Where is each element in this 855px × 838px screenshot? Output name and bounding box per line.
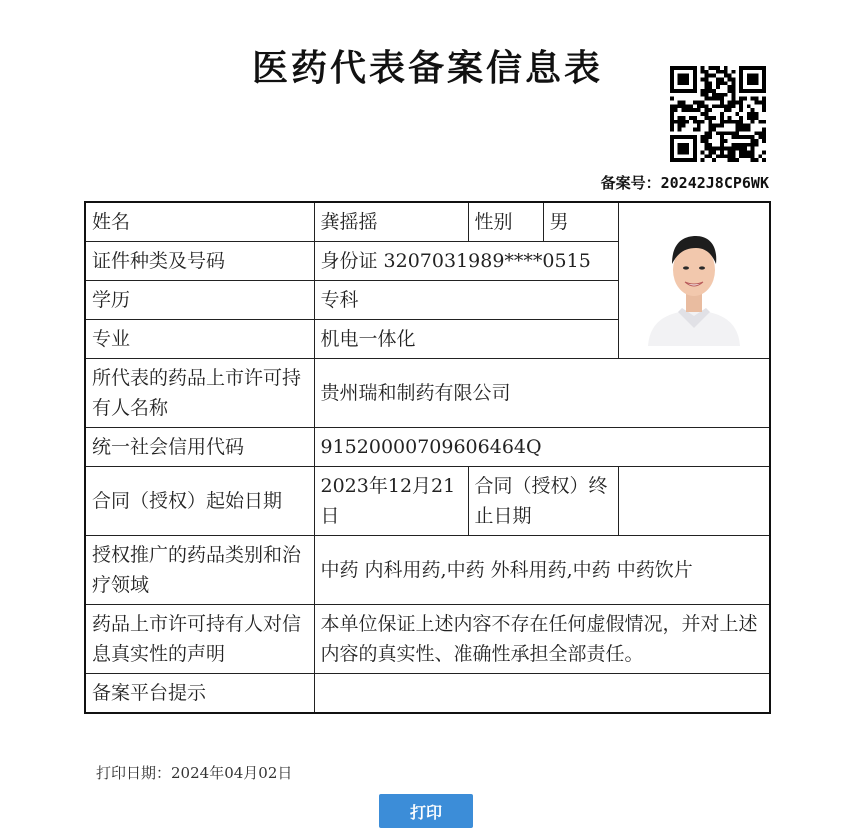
id-value: 身份证 3207031989****0515 xyxy=(314,242,618,281)
table-row xyxy=(85,674,770,714)
education-label: 学历 xyxy=(85,281,314,320)
table-row xyxy=(85,359,770,428)
id-photo xyxy=(642,216,746,346)
contract-start-label: 合同（授权）起始日期 xyxy=(85,467,314,536)
name-value: 龚摇摇 xyxy=(314,202,468,242)
contract-start-value: 2023年12月21日 xyxy=(314,467,468,536)
record-number xyxy=(601,172,769,193)
table-row xyxy=(85,605,770,674)
print-date-value: 2024年04月02日 xyxy=(171,764,293,782)
gender-label: 性别 xyxy=(468,202,543,242)
major-value: 机电一体化 xyxy=(314,320,618,359)
platform-value xyxy=(314,674,770,714)
holder-value: 贵州瑞和制药有限公司 xyxy=(314,359,770,428)
category-label: 授权推广的药品类别和治疗领域 xyxy=(85,536,314,605)
record-number-label: 备案号： xyxy=(600,174,661,192)
education-value: 专科 xyxy=(314,281,618,320)
id-label: 证件种类及号码 xyxy=(85,242,314,281)
table-row xyxy=(85,202,770,242)
name-label: 姓名 xyxy=(85,202,314,242)
gender-value: 男 xyxy=(543,202,618,242)
platform-label: 备案平台提示 xyxy=(85,674,314,714)
declaration-label: 药品上市许可持有人对信息真实性的声明 xyxy=(85,605,314,674)
table-row xyxy=(85,467,770,536)
category-value: 中药 内科用药,中药 外科用药,中药 中药饮片 xyxy=(314,536,770,605)
credit-code-value: 91520000709606464Q xyxy=(314,428,770,467)
table-row xyxy=(85,428,770,467)
contract-end-value xyxy=(618,467,770,536)
print-date xyxy=(96,762,292,783)
photo-cell xyxy=(618,202,770,359)
print-button[interactable]: 打印 xyxy=(379,794,473,828)
record-number-value: 20242J8CP6WK xyxy=(660,174,769,192)
contract-end-label: 合同（授权）终止日期 xyxy=(468,467,618,536)
credit-code-label: 统一社会信用代码 xyxy=(85,428,314,467)
page-title: 医药代表备案信息表 xyxy=(251,47,603,89)
holder-label: 所代表的药品上市许可持有人名称 xyxy=(85,359,314,428)
declaration-value: 本单位保证上述内容不存在任何虚假情况，并对上述内容的真实性、准确性承担全部责任。 xyxy=(314,605,770,674)
major-label: 专业 xyxy=(85,320,314,359)
qr-code xyxy=(670,66,766,162)
print-date-label: 打印日期： xyxy=(96,764,172,782)
table-row xyxy=(85,536,770,605)
info-table xyxy=(84,201,771,714)
